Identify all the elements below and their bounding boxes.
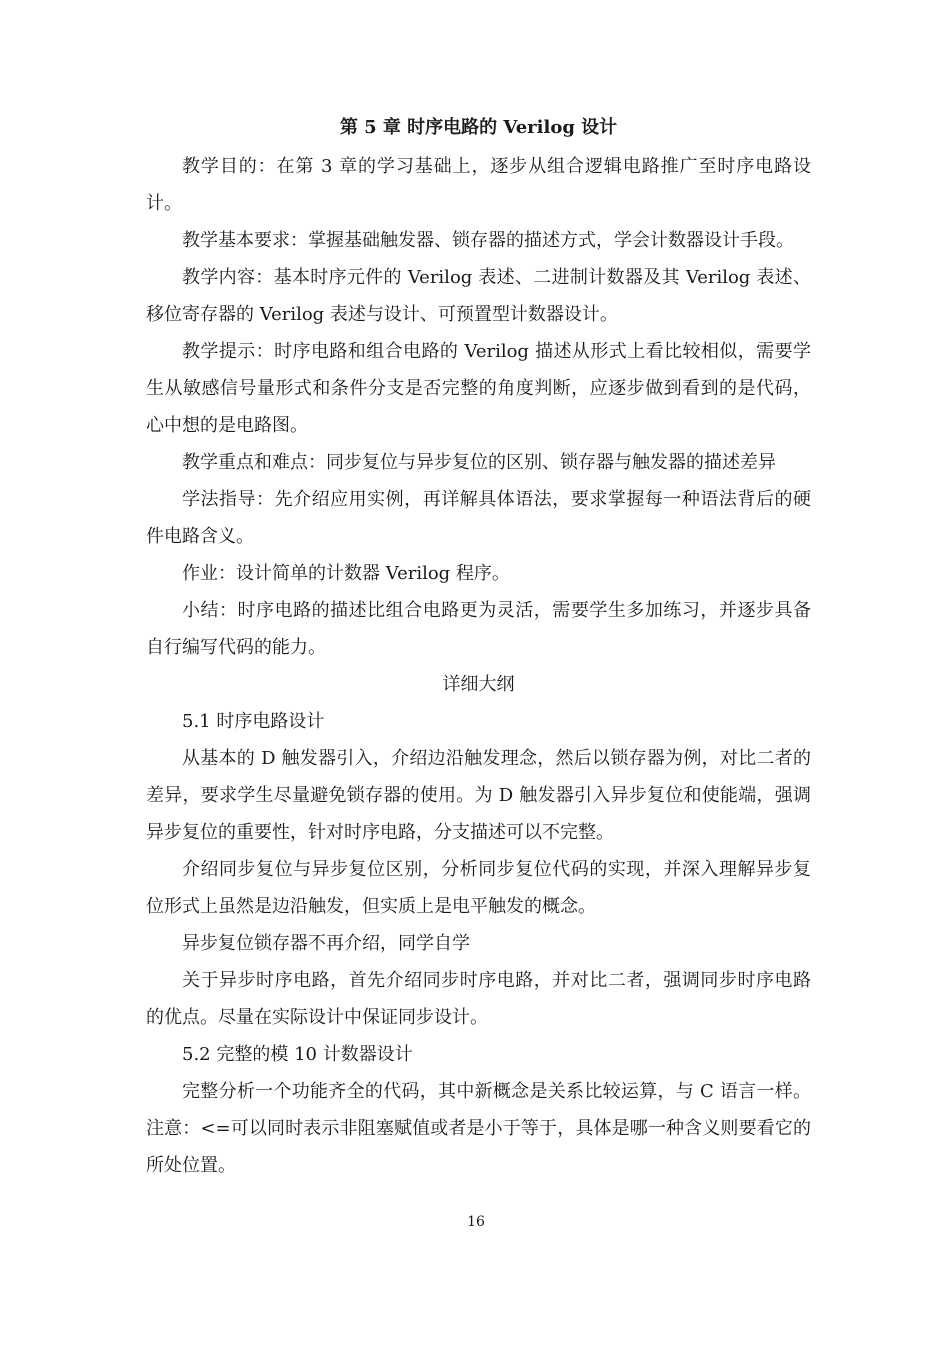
paragraph-sync-async-reset: 介绍同步复位与异步复位区别，分析同步复位代码的实现，并深入理解异步复位形式上虽然是边沿触发，但实质上是电平触发的概念。 xyxy=(146,859,811,917)
paragraph-d-flipflop: 从基本的 D 触发器引入，介绍边沿触发理念，然后以锁存器为例，对比二者的差异，要求学生尽量避免锁存器的使用。为 D 触发器引入异步复位和使能端，强调异步复位的重要性，针对时序电路，分支描述可以不完整。 xyxy=(146,748,811,843)
paragraph-mod10-counter: 完整分析一个功能齐全的代码，其中新概念是关系比较运算，与 C 语言一样。注意：<=可以同时表示非阻塞赋值或者是小于等于，具体是哪一种含义则要看它的所处位置。 xyxy=(146,1081,811,1176)
paragraph-key-points: 教学重点和难点：同步复位与异步复位的区别、锁存器与触发器的描述差异 xyxy=(182,452,776,473)
paragraph-homework: 作业：设计简单的计数器 Verilog 程序。 xyxy=(182,563,510,584)
page-number: 16 xyxy=(467,1214,485,1230)
body-text xyxy=(146,148,811,1184)
paragraph-teaching-purpose: 教学目的：在第 3 章的学习基础上，逐步从组合逻辑电路推广至时序电路设计。 xyxy=(146,156,811,214)
paragraph-study-guidance: 学法指导：先介绍应用实例，再详解具体语法，要求掌握每一种语法背后的硬件电路含义。 xyxy=(146,489,811,547)
paragraph-basic-requirements: 教学基本要求：掌握基础触发器、锁存器的描述方式，学会计数器设计手段。 xyxy=(182,230,794,251)
chapter-title: 第 5 章 时序电路的 Verilog 设计 xyxy=(339,117,618,138)
paragraph-teaching-tips: 教学提示：时序电路和组合电路的 Verilog 描述从形式上看比较相似，需要学生从敏感信号量形式和条件分支是否完整的角度判断，应逐步做到看到的是代码，心中想的是电路图。 xyxy=(146,341,811,436)
paragraph-teaching-content: 教学内容：基本时序元件的 Verilog 表述、二进制计数器及其 Verilog 表述、移位寄存器的 Verilog 表述与设计、可预置型计数器设计。 xyxy=(146,267,811,325)
section-heading-5-1: 5.1 时序电路设计 xyxy=(182,711,325,732)
paragraph-async-latch: 异步复位锁存器不再介绍，同学自学 xyxy=(182,933,470,954)
paragraph-async-sequential: 关于异步时序电路，首先介绍同步时序电路，并对比二者，强调同步时序电路的优点。尽量在实际设计中保证同步设计。 xyxy=(146,970,811,1028)
section-heading-5-2: 5.2 完整的模 10 计数器设计 xyxy=(182,1044,413,1065)
paragraph-summary: 小结：时序电路的描述比组合电路更为灵活，需要学生多加练习，并逐步具备自行编写代码的能力。 xyxy=(146,600,811,658)
outline-heading: 详细大纲 xyxy=(442,674,515,695)
